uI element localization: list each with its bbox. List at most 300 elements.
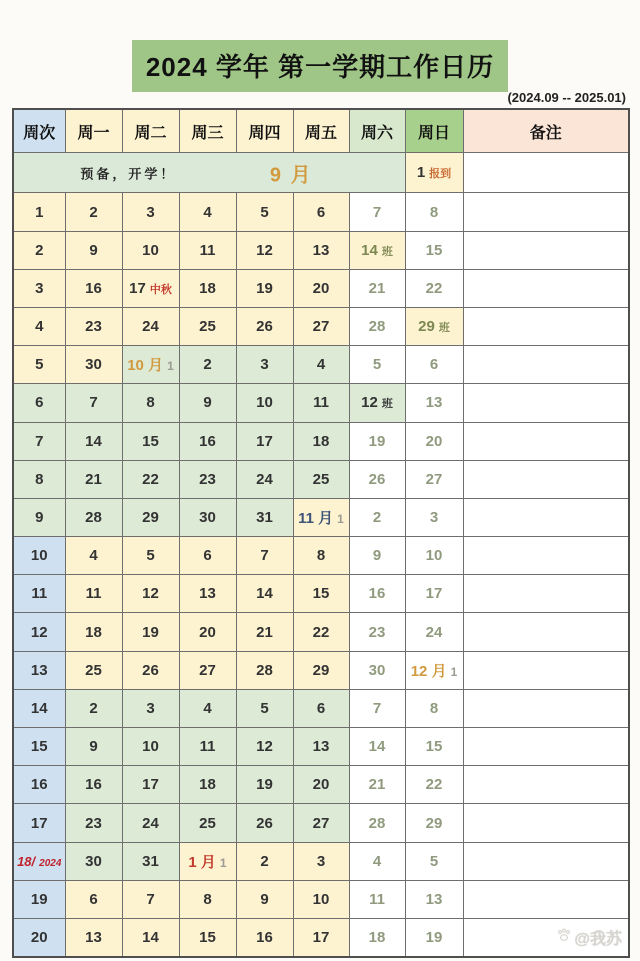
cell-text: 20 <box>312 279 330 297</box>
cell-text: 25 <box>199 814 216 832</box>
col-header-thu: 周四 <box>236 109 293 153</box>
day-cell <box>405 346 463 384</box>
cell-text: 13 <box>312 738 330 756</box>
page-title-wrap <box>0 40 640 92</box>
notes-cell <box>463 613 629 651</box>
day-cell <box>349 422 405 460</box>
day-cell <box>349 307 405 345</box>
week-number-cell <box>13 842 65 880</box>
cell-text: 20 <box>312 776 330 794</box>
day-cell <box>349 269 405 307</box>
day-cell <box>179 842 236 880</box>
cell-text: 23 <box>368 623 386 641</box>
cell-text: 4 <box>316 356 326 374</box>
col-header-mon: 周一 <box>65 109 122 153</box>
cell-text: 12 <box>256 241 273 259</box>
cell-text: 21 <box>85 470 102 488</box>
day-cell <box>122 460 179 498</box>
day-cell <box>349 689 405 727</box>
cell-text: 13 <box>199 585 216 603</box>
day-cell <box>349 384 405 422</box>
week-row <box>13 842 629 880</box>
day-cell <box>293 651 349 689</box>
cell-text: 13 <box>85 928 102 946</box>
day-cell <box>405 575 463 613</box>
day-cell <box>236 231 293 269</box>
cell-text: 5 <box>260 203 269 221</box>
cell-text: 28 <box>368 318 386 336</box>
cell-text: 9 <box>260 890 269 908</box>
week-row <box>13 384 629 422</box>
cell-text: 10 <box>142 241 159 259</box>
day-cell <box>179 422 236 460</box>
cell-text: 班 <box>381 245 393 258</box>
day-cell <box>122 537 179 575</box>
cell-text: 2 <box>372 509 382 527</box>
day-cell <box>293 422 349 460</box>
day-cell <box>65 460 122 498</box>
day-cell <box>65 193 122 231</box>
cell-text: 16 <box>85 279 102 297</box>
cell-text: 21 <box>368 279 386 297</box>
day-cell <box>122 842 179 880</box>
cell-text: 10 <box>312 890 330 908</box>
cell-text: 4 <box>35 318 44 336</box>
day-cell <box>349 613 405 651</box>
date-range-subtitle: (2024.09 -- 2025.01) <box>507 90 626 105</box>
week-row <box>13 422 629 460</box>
day-cell <box>236 766 293 804</box>
week-number-cell <box>13 880 65 918</box>
day-cell <box>293 842 349 880</box>
day-cell <box>236 460 293 498</box>
cell-text: 11 <box>313 394 329 412</box>
cell-text: 1 <box>416 164 426 182</box>
week-number-cell <box>13 918 65 957</box>
day-cell <box>349 231 405 269</box>
cell-text: 16 <box>30 776 48 794</box>
day-cell <box>293 460 349 498</box>
day-cell <box>293 613 349 651</box>
day-cell <box>65 689 122 727</box>
day-cell <box>349 766 405 804</box>
day-cell <box>349 918 405 957</box>
cell-text: 13 <box>30 661 48 679</box>
week-number-cell <box>13 231 65 269</box>
day-cell <box>65 575 122 613</box>
cell-text: 28 <box>256 661 273 679</box>
cell-text: 3 <box>146 699 155 717</box>
week-row <box>13 918 629 957</box>
week-row <box>13 613 629 651</box>
notes-cell <box>463 460 629 498</box>
cell-text: 25 <box>85 661 102 679</box>
cell-text: 14 <box>368 738 386 756</box>
week-row <box>13 193 629 231</box>
col-header-tue: 周二 <box>122 109 179 153</box>
cell-text: 30 <box>368 661 386 679</box>
cell-text: 28 <box>85 509 102 527</box>
day-cell <box>349 842 405 880</box>
cell-text: 17 <box>129 279 146 297</box>
day-cell <box>349 804 405 842</box>
cell-text: 5 <box>146 547 155 565</box>
week-number-cell <box>13 689 65 727</box>
day-cell <box>405 231 463 269</box>
col-header-sun: 周日 <box>405 109 463 153</box>
day-cell <box>122 346 179 384</box>
day-cell <box>122 498 179 536</box>
day-cell <box>405 422 463 460</box>
cell-text: 16 <box>256 928 273 946</box>
cell-text: 10 <box>142 738 159 756</box>
day-cell <box>122 918 179 957</box>
cell-text: 5 <box>35 356 44 374</box>
cell-text: 11 <box>199 738 216 756</box>
header-row <box>13 109 629 153</box>
cell-text: 8 <box>429 203 439 221</box>
watermark-text: @我苏 <box>574 931 622 948</box>
notes-cell <box>463 766 629 804</box>
cell-text: 15 <box>142 432 159 450</box>
cell-text: 18/ <box>17 853 36 869</box>
day-cell <box>122 193 179 231</box>
week-row <box>13 766 629 804</box>
cell-text: 8 <box>316 547 326 565</box>
week-number-cell <box>13 422 65 460</box>
day-cell <box>179 651 236 689</box>
day-cell <box>236 651 293 689</box>
week-row <box>13 537 629 575</box>
cell-text: 1 月 <box>188 853 216 871</box>
day-cell <box>122 307 179 345</box>
cell-text: 12 <box>256 738 273 756</box>
week-row <box>13 231 629 269</box>
week-number-cell <box>13 766 65 804</box>
day-cell <box>179 918 236 957</box>
notes-cell <box>463 384 629 422</box>
week-row <box>13 307 629 345</box>
cell-text: 16 <box>199 432 216 450</box>
notes-cell <box>463 651 629 689</box>
cell-text: 19 <box>256 776 273 794</box>
cell-text: 24 <box>256 470 273 488</box>
cell-text: 21 <box>256 623 273 641</box>
day-cell <box>122 575 179 613</box>
cell-text: 25 <box>199 318 216 336</box>
day-cell <box>65 346 122 384</box>
day-cell <box>179 766 236 804</box>
notes-cell <box>463 193 629 231</box>
cell-text: 班 <box>438 322 450 335</box>
week-row <box>13 880 629 918</box>
cell-text: 12 <box>142 585 159 603</box>
cell-text: 29 <box>418 318 435 336</box>
cell-text: 18 <box>312 432 330 450</box>
day-cell <box>293 537 349 575</box>
day-cell <box>236 346 293 384</box>
week-number-cell <box>13 575 65 613</box>
notes-cell <box>463 537 629 575</box>
banner-month-label: 9 月 <box>269 164 313 187</box>
day-cell <box>236 804 293 842</box>
page-title: 2024 学年 第一学期工作日历 <box>132 40 508 92</box>
cell-text: 7 <box>372 203 382 221</box>
cell-text: 14 <box>142 928 159 946</box>
day-cell <box>236 498 293 536</box>
cell-text: 6 <box>316 203 326 221</box>
cell-text: 6 <box>429 356 439 374</box>
cell-text: 1 <box>337 512 344 527</box>
day-cell <box>349 193 405 231</box>
day-cell <box>349 575 405 613</box>
cell-text: 2 <box>89 203 98 221</box>
day-cell <box>293 728 349 766</box>
cell-text: 13 <box>312 241 330 259</box>
day-cell <box>349 498 405 536</box>
week-number-cell <box>13 193 65 231</box>
week-number-cell <box>13 269 65 307</box>
cell-text: 26 <box>256 814 273 832</box>
cell-text: 报到 <box>429 168 452 181</box>
cell-text: 18 <box>199 776 216 794</box>
cell-text: 17 <box>425 585 443 603</box>
cell-text: 19 <box>256 279 273 297</box>
cell-text: 10 <box>30 547 48 565</box>
week-row <box>13 346 629 384</box>
cell-text: 17 <box>256 432 273 450</box>
day-cell <box>405 498 463 536</box>
cell-text: 15 <box>425 738 443 756</box>
cell-text: 5 <box>372 356 382 374</box>
week-number-cell <box>13 613 65 651</box>
day-cell <box>179 498 236 536</box>
week-number-cell <box>13 307 65 345</box>
day-cell <box>65 804 122 842</box>
cell-text: 9 <box>372 547 382 565</box>
cell-text: 22 <box>425 776 443 794</box>
cell-text: 24 <box>425 623 443 641</box>
day-cell <box>405 269 463 307</box>
cell-text: 22 <box>142 470 159 488</box>
day-cell <box>236 842 293 880</box>
paw-icon <box>556 927 572 948</box>
calendar-table-wrap <box>12 108 628 958</box>
day-cell <box>236 918 293 957</box>
cell-text: 12 月 <box>410 662 447 680</box>
day-cell <box>293 766 349 804</box>
week-row <box>13 689 629 727</box>
notes-cell <box>463 153 629 193</box>
cell-text: 26 <box>142 661 159 679</box>
cell-text: 班 <box>381 398 393 411</box>
day-cell <box>405 766 463 804</box>
day-cell <box>179 307 236 345</box>
day-cell <box>65 384 122 422</box>
month-banner-row <box>13 153 629 193</box>
day-cell <box>122 651 179 689</box>
day-cell <box>405 804 463 842</box>
cell-text: 2 <box>260 852 269 870</box>
cell-text: 29 <box>425 814 443 832</box>
day-cell <box>179 613 236 651</box>
cell-text: 1 <box>219 855 227 870</box>
cell-text: 3 <box>316 852 326 870</box>
cell-text: 30 <box>85 356 102 374</box>
day-cell <box>405 613 463 651</box>
day-cell <box>293 498 349 536</box>
day-cell <box>122 728 179 766</box>
cell-text: 10 月 <box>127 357 164 375</box>
cell-text: 1 <box>450 664 458 679</box>
cell-text: 3 <box>260 356 269 374</box>
week-row <box>13 269 629 307</box>
day-cell <box>122 384 179 422</box>
week-row <box>13 498 629 536</box>
day-cell <box>293 231 349 269</box>
cell-text: 4 <box>89 547 98 565</box>
cell-text: 3 <box>146 203 155 221</box>
cell-text: 27 <box>199 661 216 679</box>
cell-text: 中秋 <box>149 283 172 296</box>
cell-text: 7 <box>146 890 155 908</box>
day-cell <box>65 422 122 460</box>
banner-sunday-cell <box>405 153 463 193</box>
day-cell <box>122 613 179 651</box>
cell-text: 18 <box>85 623 102 641</box>
cell-text: 14 <box>30 699 48 717</box>
cell-text: 4 <box>372 852 382 870</box>
cell-text: 29 <box>142 509 159 527</box>
september-banner-cell <box>13 153 405 193</box>
day-cell <box>122 269 179 307</box>
cell-text: 6 <box>89 890 98 908</box>
cell-text: 13 <box>425 394 443 412</box>
notes-cell <box>463 422 629 460</box>
day-cell <box>405 728 463 766</box>
cell-text: 15 <box>425 241 443 259</box>
col-header-sat: 周六 <box>349 109 405 153</box>
cell-text: 7 <box>89 394 98 412</box>
notes-cell <box>463 269 629 307</box>
cell-text: 12 <box>30 623 48 641</box>
col-header-wed: 周三 <box>179 109 236 153</box>
day-cell <box>65 307 122 345</box>
day-cell <box>65 269 122 307</box>
cell-text: 11 <box>199 241 216 259</box>
cell-text: 12 <box>361 394 378 412</box>
banner-note-text: 预备，开学！ <box>80 166 177 182</box>
cell-text: 11 月 <box>298 510 334 528</box>
day-cell <box>236 613 293 651</box>
day-cell <box>405 689 463 727</box>
cell-text: 6 <box>203 547 212 565</box>
day-cell <box>179 269 236 307</box>
cell-text: 2 <box>203 356 212 374</box>
col-header-notes: 备注 <box>463 109 629 153</box>
day-cell <box>236 728 293 766</box>
notes-cell <box>463 804 629 842</box>
cell-text: 7 <box>35 432 44 450</box>
day-cell <box>349 880 405 918</box>
cell-text: 31 <box>142 852 159 870</box>
day-cell <box>179 880 236 918</box>
cell-text: 2 <box>35 241 44 259</box>
cell-text: 4 <box>203 203 212 221</box>
day-cell <box>236 537 293 575</box>
notes-cell <box>463 231 629 269</box>
cell-text: 16 <box>368 585 386 603</box>
notes-cell <box>463 498 629 536</box>
cell-text: 9 <box>35 509 44 527</box>
cell-text: 20 <box>30 928 48 946</box>
cell-text: 10 <box>256 394 273 412</box>
cell-text: 19 <box>30 890 48 908</box>
day-cell <box>179 460 236 498</box>
day-cell <box>236 269 293 307</box>
cell-text: 1 <box>167 359 174 374</box>
cell-text: 18 <box>199 279 216 297</box>
cell-text: 1 <box>35 203 44 221</box>
notes-cell <box>463 689 629 727</box>
notes-cell <box>463 880 629 918</box>
week-row <box>13 728 629 766</box>
day-cell <box>293 307 349 345</box>
cell-text: 15 <box>30 738 48 756</box>
cell-text: 31 <box>256 509 273 527</box>
cell-text: 17 <box>30 814 48 832</box>
day-cell <box>405 842 463 880</box>
day-cell <box>179 231 236 269</box>
cell-text: 7 <box>260 547 269 565</box>
cell-text: 7 <box>372 699 382 717</box>
cell-text: 11 <box>369 890 385 908</box>
day-cell <box>236 422 293 460</box>
day-cell <box>122 231 179 269</box>
cell-text: 14 <box>361 241 378 259</box>
week-row <box>13 804 629 842</box>
cell-text: 27 <box>312 814 330 832</box>
day-cell <box>405 307 463 345</box>
day-cell <box>293 689 349 727</box>
day-cell <box>179 384 236 422</box>
cell-text: 9 <box>89 241 98 259</box>
day-cell <box>122 766 179 804</box>
cell-text: 8 <box>203 890 212 908</box>
week-number-cell <box>13 537 65 575</box>
cell-text: 14 <box>85 432 102 450</box>
day-cell <box>349 537 405 575</box>
cell-text: 30 <box>199 509 216 527</box>
cell-text: 14 <box>256 585 273 603</box>
day-cell <box>65 918 122 957</box>
cell-text: 27 <box>312 318 330 336</box>
cell-text: 6 <box>316 699 326 717</box>
col-header-fri: 周五 <box>293 109 349 153</box>
week-number-cell <box>13 651 65 689</box>
cell-text: 26 <box>256 318 273 336</box>
day-cell <box>405 193 463 231</box>
cell-text: 19 <box>368 432 386 450</box>
cell-text: 19 <box>142 623 159 641</box>
cell-text: 26 <box>368 470 386 488</box>
day-cell <box>236 307 293 345</box>
cell-text: 11 <box>85 585 102 603</box>
cell-text: 15 <box>312 585 330 603</box>
day-cell <box>236 575 293 613</box>
cell-text: 20 <box>425 432 443 450</box>
day-cell <box>122 689 179 727</box>
